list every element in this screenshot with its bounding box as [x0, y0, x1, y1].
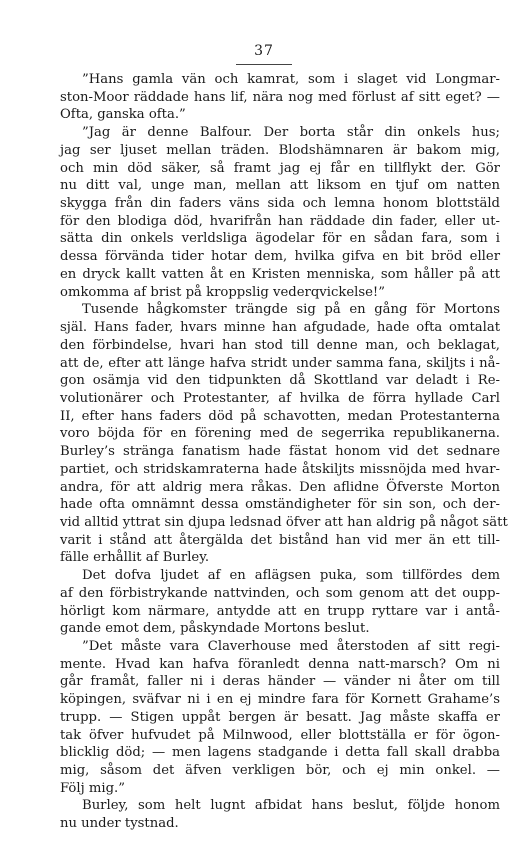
text-line: köpingen, sväfvar ni i en ej mindre fara för Kornett Grahame’s [60, 692, 500, 708]
text-line: voro böjda för en förening med de segerrika republikanerna. [60, 426, 500, 442]
text-line: gon osämja vid den tidpunkten då Skottland var deladt i Re- [60, 373, 500, 389]
text-line: dessa förvända tider hotar dem, hvilka gifva en bit bröd eller [60, 249, 500, 265]
text-line: blicklig död; — men lagens stadgande i detta fall skall drabba [60, 745, 500, 761]
text-line: mente. Hvad kan hafva föranledt denna natt-marsch? Om ni [60, 656, 500, 672]
text-line: hade ofta omnämnt dessa omständigheter för sin son, och der- [60, 497, 500, 513]
text-line: för den blodiga död, hvarifrån han räddade din fader, eller ut- [60, 213, 500, 229]
text-line: ston-Moor räddade hans lif, nära nog med förlust af sitt eget? — [60, 89, 500, 105]
text-line: Det dofva ljudet af en aflägsen puka, som tillfördes dem [82, 568, 500, 584]
text-line: II, efter hans faders död på schavotten, medan Protestanterna [60, 408, 500, 424]
text-line: den förbindelse, hvari han stod till denne man, och beklagat, [60, 337, 500, 353]
text-line: af den förbistrykande nattvinden, och som genom att det oupp- [60, 585, 500, 601]
header-rule [236, 64, 292, 65]
text-line: partiet, och stridskamraterna hade åtskiljts missnöjda med hvar- [60, 461, 500, 477]
text-line: Ofta, ganska ofta.” [60, 107, 186, 123]
text-line: sätta din onkels verldsliga ägodelar för en sådan fara, som i [60, 231, 500, 247]
text-line: andra, för att aldrig mera råkas. Den aflidne Öfverste Morton [60, 479, 500, 495]
text-line: Tusende hågkomster trängde sig på en gång för Mortons [82, 302, 500, 318]
text-line: en dryck kallt vatten åt en Kristen menniska, som håller på att [60, 266, 500, 282]
text-line: mig, såsom det äfven verkligen bör, och ej min onkel. — [60, 763, 500, 779]
body-text [60, 71, 508, 833]
text-line: Burley, som helt lugnt afbidat hans beslut, följde honom [82, 798, 500, 814]
text-line: ”Det måste vara Claverhouse med återstoden af sitt regi- [82, 639, 500, 654]
text-line: volutionärer och Protestanter, af hvilka de förra hyllade Carl [60, 390, 500, 406]
text-line: går framåt, faller ni i deras händer — vänder ni åter om till [60, 674, 500, 690]
text-line: trupp. — Stigen uppåt bergen är besatt. Jag måste skaffa er [60, 709, 500, 725]
text-line: att de, efter att länge hafva stridt under samma fana, skiljts i nå- [60, 355, 500, 371]
text-line: hörligt kom närmare, antydde att en trupp ryttare var i antå- [60, 603, 500, 619]
text-line: själ. Hans fader, hvars minne han afgudade, hade ofta omtalat [60, 320, 500, 336]
text-line: omkomma af brist på kroppslig vederqvickelse!” [60, 284, 385, 300]
text-line: jag ser ljuset mellan träden. Blodshämnaren är bakom mig, [60, 142, 500, 158]
text-line: fälle erhållit af Burley. [60, 550, 210, 566]
text-line: och min död säker, så framt jag ej får en tillflykt der. Gör [60, 160, 500, 176]
text-line: ”Jag är denne Balfour. Der borta står din onkels hus; [82, 125, 500, 141]
text-line: Burley’s stränga fanatism hade fästat honom vid det sednare [60, 444, 500, 460]
text-line: vid alltid yttrat sin djupa ledsnad öfver att han aldrig på något sätt [60, 514, 508, 530]
text-line: varit i stånd att återgälda det bistånd han vid mer än ett till- [60, 532, 500, 548]
text-line: tak öfver hufvudet på Milnwood, eller blottställa er för ögon- [60, 727, 500, 743]
text-line: Följ mig.” [60, 780, 125, 796]
text-line: ”Hans gamla vän och kamrat, som i slaget vid Longmar- [82, 72, 500, 87]
text-line: nu ditt val, unge man, mellan att liksom en tjuf om natten [60, 178, 500, 194]
text-line: nu under tystnad. [60, 816, 179, 832]
text-line: skygga från din faders väns sida och lemna honom blottstäld [60, 196, 500, 212]
page-number: 37 [254, 43, 274, 59]
text-line: gande emot dem, påskyndade Mortons beslut. [60, 621, 370, 637]
